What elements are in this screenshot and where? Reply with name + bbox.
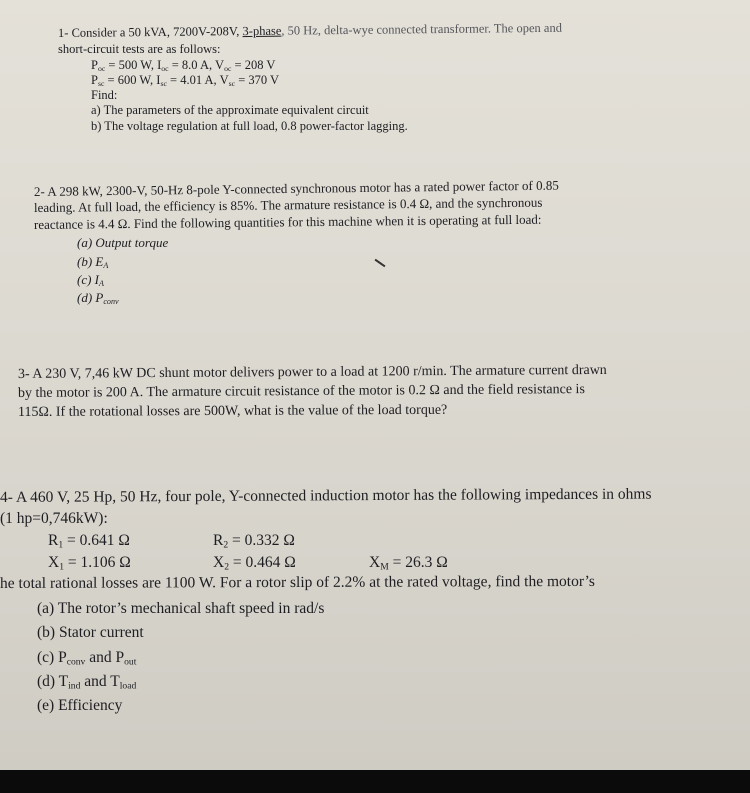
- q2-part-a: (a) Output torque: [77, 235, 169, 250]
- q4-x1: $X_1 = 1.106$ Ω: [48, 554, 131, 573]
- q2-line-3: reactance is 4.4 Ω. Find the following quantities for this machine when it is operating at full load:: [33, 211, 542, 232]
- q2-line-1: 2- A 298 kW, 2300-V, 50-Hz 8-pole Y-connected synchronous motor has a rated power factor of 0.85: [33, 177, 559, 199]
- q1-line-2: short-circuit tests are as follows:: [58, 42, 221, 56]
- q2-line-2: leading. At full load, the efficiency is 85%. The armature resistance is 0.4 Ω, and the synchronous: [33, 194, 543, 215]
- q4-part-e: (e) Efficiency: [37, 697, 123, 714]
- q1-line-1-text: 1- Consider a 50 kVA, 7200V-208V,: [57, 24, 243, 40]
- q4-part-d: (d) $T_{ind}$ and $T_{load}$: [37, 673, 137, 692]
- q1-part-b: b) The voltage regulation at full load, 0.8 power-factor lagging.: [91, 119, 408, 133]
- q4-r1: $R_1 = 0.641$ Ω: [48, 532, 130, 551]
- pen-mark: [375, 259, 386, 268]
- q4-part-c: (c) $P_{conv}$ and $P_{out}$: [37, 649, 137, 668]
- q1-open-circuit-data: $P_{oc} = 500$ W, $I_{oc} = 8.0$ A, $V_{oc} = 208$ V: [91, 58, 276, 73]
- q3-line-1: 3- A 230 V, 7,46 kW DC shunt motor delivers power to a load at 1200 r/min. The armature current drawn: [17, 362, 607, 382]
- q2-part-d: (d) $P_{conv}$: [77, 290, 119, 306]
- q4-line-3: he total rational losses are 1100 W. For a rotor slip of 2.2% at the rated voltage, find the motor’s: [0, 572, 595, 592]
- q1-part-a: a) The parameters of the approximate equivalent circuit: [91, 103, 369, 117]
- q1-three-phase: 3-phase: [242, 23, 282, 39]
- q2-part-b: (b) $E_A$: [77, 254, 109, 270]
- q4-line-1: 4- A 460 V, 25 Hp, 50 Hz, four pole, Y-connected induction motor has the following impedances in ohms: [0, 485, 652, 506]
- q4-x2: $X_2 = 0.464$ Ω: [213, 554, 296, 573]
- q4-part-a: (a) The rotor’s mechanical shaft speed in rad/s: [37, 600, 325, 617]
- q1-line-1-rest: , 50 Hz, delta-wye connected transformer. The open and: [281, 20, 562, 38]
- q1-find-label: Find:: [91, 88, 118, 102]
- q4-r2: $R_2 = 0.332$ Ω: [213, 532, 295, 551]
- q4-line-2: (1 hp=0,746kW):: [0, 510, 108, 527]
- q1-short-circuit-data: $P_{sc} = 600$ W, $I_{sc} = 4.01$ A, $V_{sc} = 370$ V: [91, 73, 280, 88]
- bottom-black-bar: [0, 770, 750, 793]
- q2-part-c: (c) $I_A$: [77, 272, 104, 288]
- q4-part-b: (b) Stator current: [37, 624, 144, 641]
- q3-line-2: by the motor is 200 A. The armature circuit resistance of the motor is 0.2 Ω and the field resistance is: [17, 382, 585, 401]
- q4-xm: $X_M = 26.3$ Ω: [369, 554, 448, 573]
- q1-line-1: [58, 22, 562, 40]
- q3-line-3: 115Ω. If the rotational losses are 500W, what is the value of the load torque?: [17, 402, 448, 420]
